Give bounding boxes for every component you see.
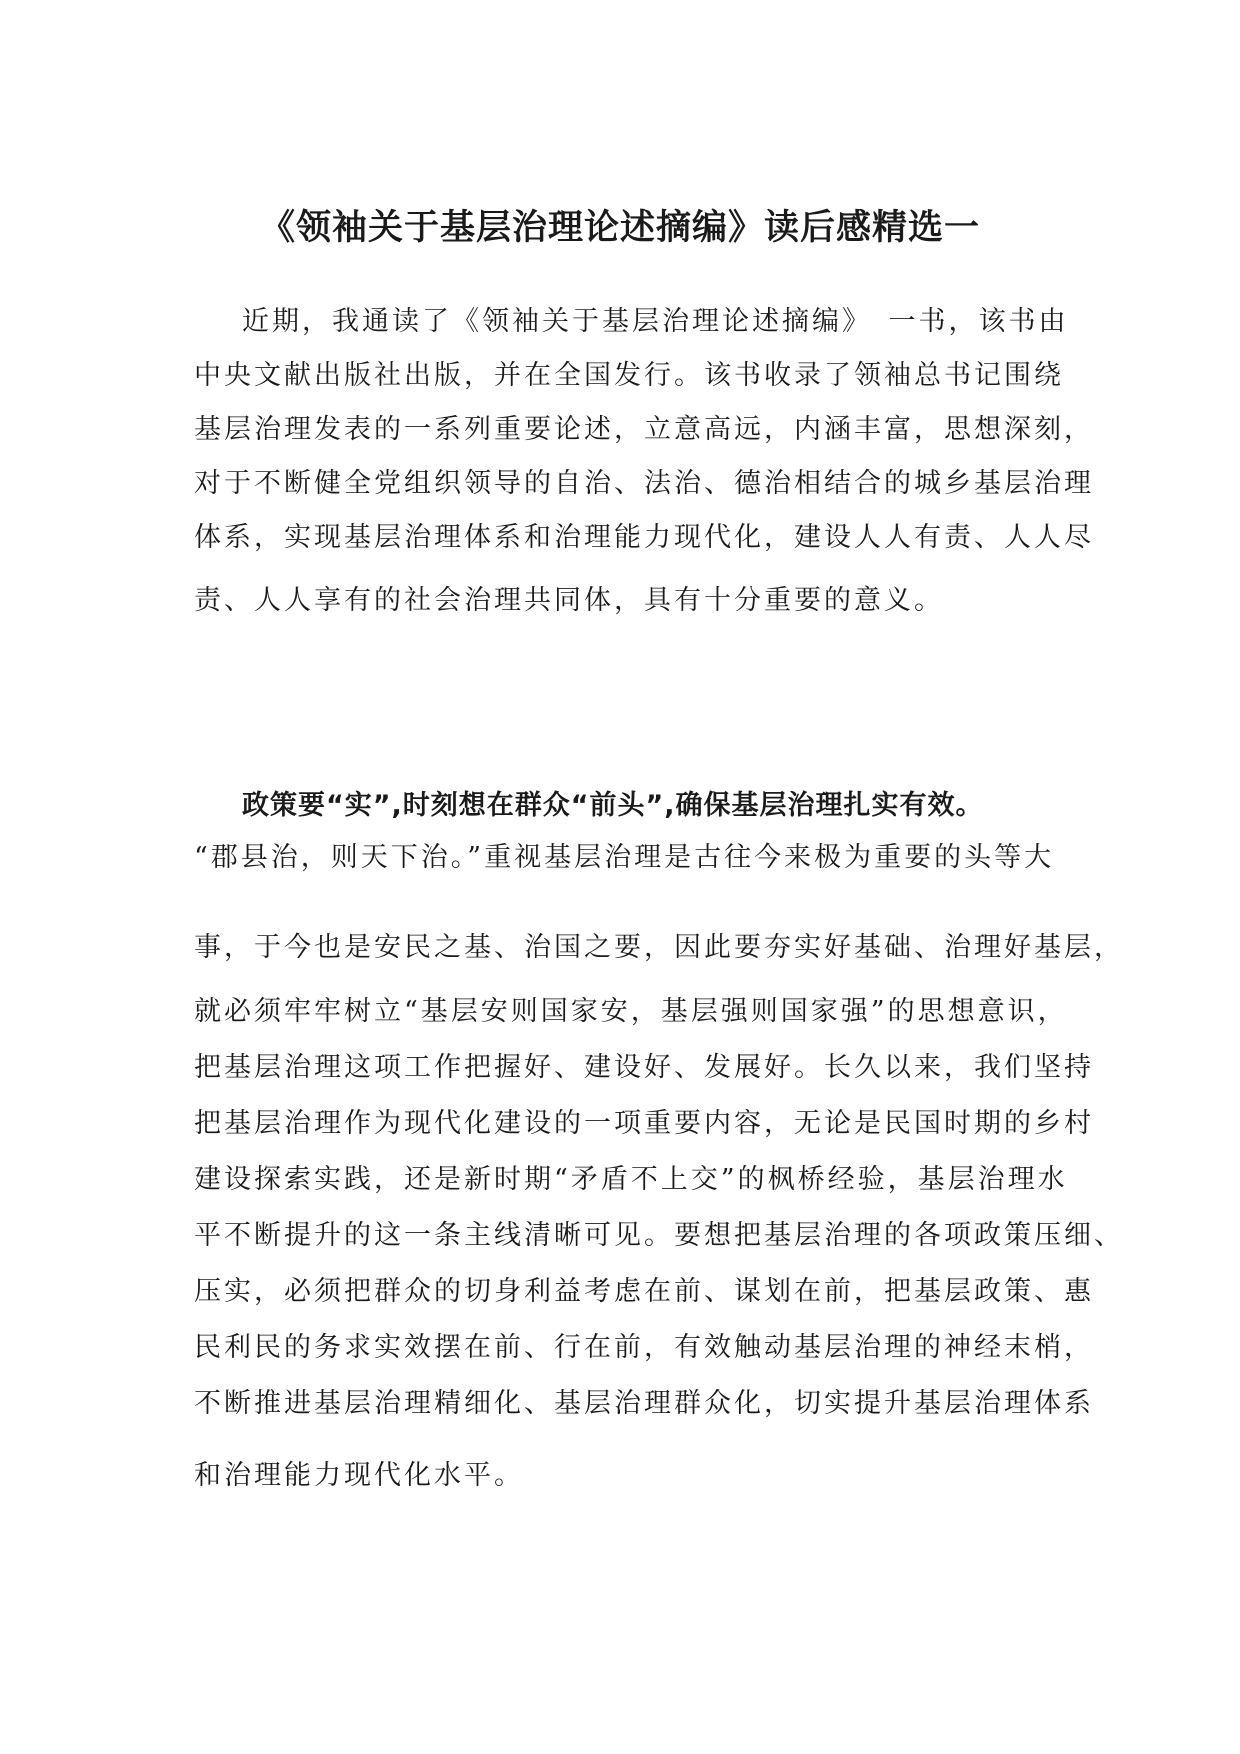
body-line: 把基层治理作为现代化建设的一项重要内容，无论是民国时期的乡村: [194, 1108, 1094, 1139]
body-line: 把基层治理这项工作把握好、建设好、发展好。长久以来，我们坚持: [194, 1052, 1094, 1083]
intro-line: 中央文献出版社出版，并在全国发行。该书收录了领袖总书记围绕: [194, 360, 1064, 391]
intro-line: 对于不断健全党组织领导的自治、法治、德治相结合的城乡基层治理: [194, 468, 1094, 499]
intro-line: 基层治理发表的一系列重要论述，立意高远，内涵丰富，思想深刻，: [194, 414, 1094, 445]
body-line: 不断推进基层治理精细化、基层治理群众化，切实提升基层治理体系: [194, 1388, 1094, 1419]
body-line: 压实，必须把群众的切身利益考虑在前、谋划在前，把基层政策、惠: [194, 1276, 1094, 1307]
section-heading: 政策要“实”,时刻想在群众“前头”,确保基层治理扎实有效。: [242, 790, 984, 821]
intro-line: 近期，我通读了《领袖关于基层治理论述摘编》 一书，该书由: [242, 306, 1069, 337]
intro-line: 体系，实现基层治理体系和治理能力现代化，建设人人有责、人人尽: [194, 522, 1094, 553]
body-line: 平不断提升的这一条主线清晰可见。要想把基层治理的各项政策压细、: [194, 1220, 1124, 1251]
body-line: 事，于今也是安民之基、治国之要，因此要夯实好基础、治理好基层，: [194, 932, 1124, 963]
intro-line: 责、人人享有的社会治理共同体，具有十分重要的意义。: [194, 585, 944, 616]
body-line: 和治理能力现代化水平。: [194, 1460, 524, 1491]
body-line: “郡县治，则天下治。”重视基层治理是古往今来极为重要的头等大: [194, 842, 1055, 873]
body-line: 就必须牢牢树立“基层安则国家安，基层强则国家强”的思想意识，: [194, 996, 1068, 1027]
body-line: 民利民的务求实效摆在前、行在前，有效触动基层治理的神经末梢，: [194, 1332, 1094, 1363]
body-line: 建设探索实践，还是新时期“矛盾不上交”的枫桥经验，基层治理水: [194, 1164, 1068, 1195]
document-title: 《领袖关于基层治理论述摘编》读后感精选一: [259, 208, 980, 248]
